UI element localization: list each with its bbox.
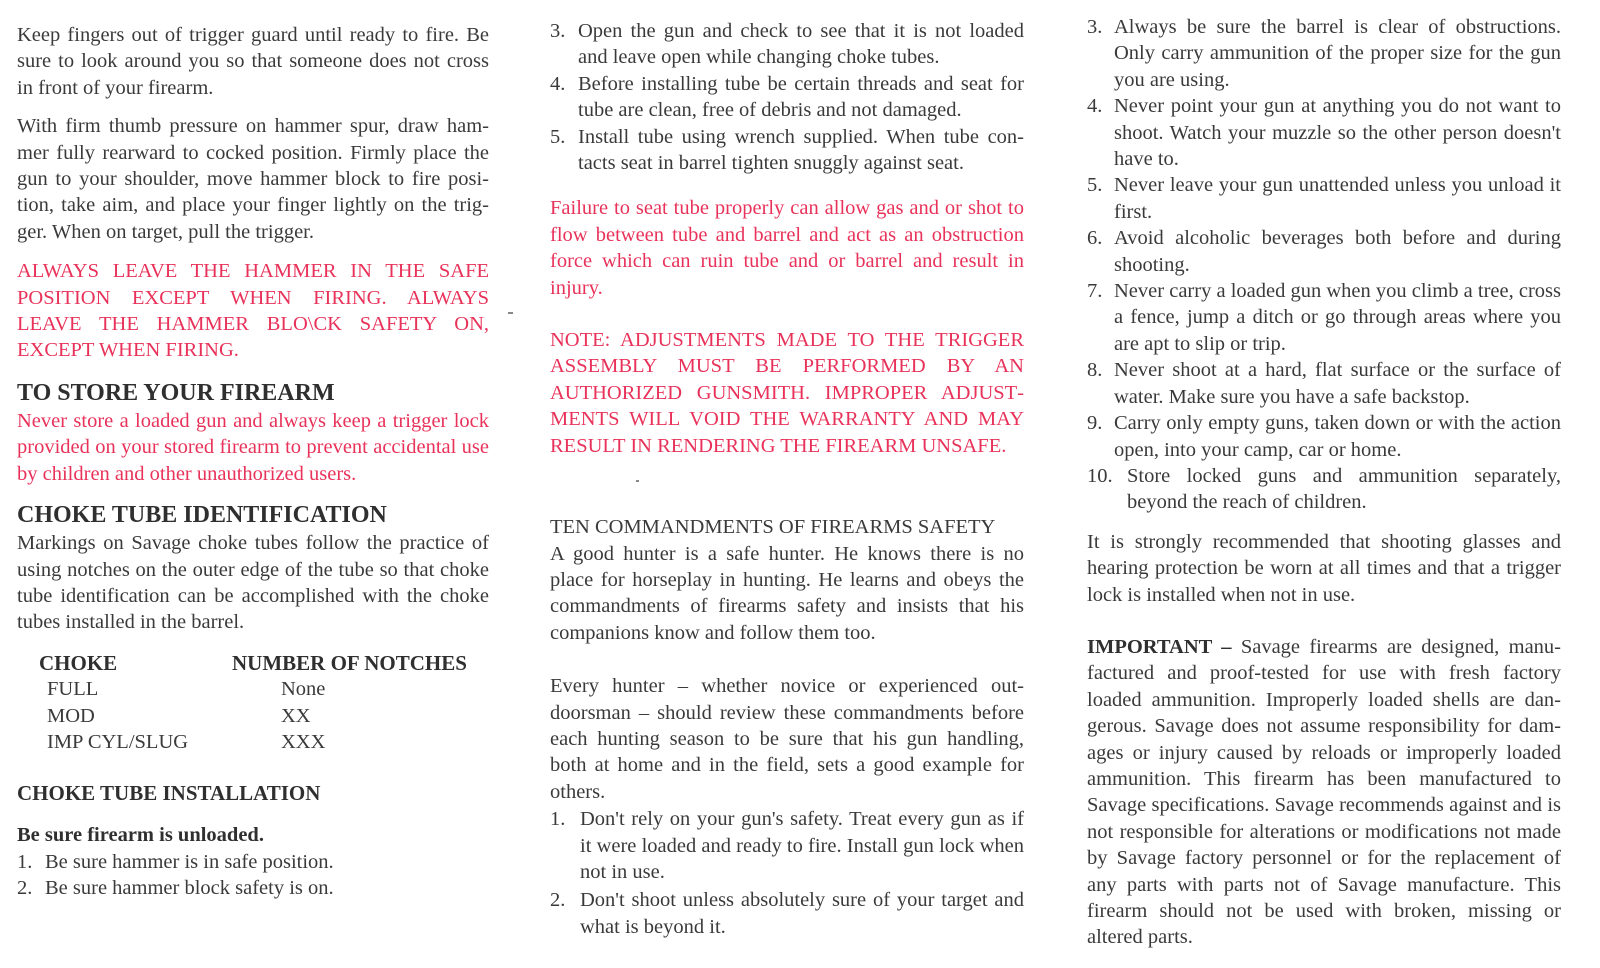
unloaded-subheading: Be sure firearm is unloaded. bbox=[17, 824, 264, 847]
column-1 bbox=[17, 0, 489, 968]
choke-tube-installation-heading: CHOKE TUBE INSTALLATION bbox=[17, 781, 321, 806]
store-firearm-text: Never store a loaded gun and always keep a trigger lock provided on your stored firearm to prevent accidental use by children and other unauthorized users. bbox=[17, 409, 489, 485]
choke-notch-table bbox=[39, 650, 467, 756]
commandments-continued-list bbox=[1087, 14, 1561, 516]
ten-commandments-heading: TEN COMMANDMENTS OF FIREARMS SAFETY bbox=[550, 516, 996, 539]
list-item-number: 5. bbox=[550, 125, 566, 148]
choke-tube-identification-text: Markings on Savage choke tubes follow the practice of using notches on the outer edge of the tube so that choke tube identification can be accomplished with the choke tubes installed in the barrel. bbox=[17, 532, 489, 634]
list-item bbox=[550, 887, 1024, 940]
table-cell-choke: MOD bbox=[47, 704, 95, 727]
choke-tube-identification-heading: CHOKE TUBE IDENTIFICATION bbox=[17, 502, 387, 529]
table-cell-choke: IMP CYL/SLUG bbox=[47, 730, 189, 753]
list-item bbox=[1087, 172, 1561, 225]
list-item bbox=[1087, 225, 1561, 278]
list-item-text: Carry only empty guns, taken down or with the action open, into your camp, car or home. bbox=[1114, 412, 1561, 461]
list-item-text: Be sure hammer block safety is on. bbox=[45, 877, 334, 900]
list-item-number: 1. bbox=[17, 850, 33, 873]
list-item-text: Open the gun and check to see that it is not loaded and leave open while changing choke tubes. bbox=[578, 20, 1024, 69]
list-item-number: 7. bbox=[1087, 280, 1103, 303]
list-item-text: Don't rely on your gun's safety. Treat every gun as if it were loaded and ready to fire. Install gun lock when not in use. bbox=[580, 808, 1024, 883]
list-item-text: Install tube using wrench supplied. When tube contacts seat in barrel tighten snuggly against seat. bbox=[578, 125, 1024, 175]
list-item-number: 4. bbox=[550, 72, 566, 95]
table-header-notches: NUMBER OF NOTCHES bbox=[232, 650, 467, 675]
installation-steps-continued-list bbox=[550, 18, 1024, 176]
table-row bbox=[39, 703, 467, 729]
failure-warning: Failure to seat tube properly can allow gas and or shot to flow between tube and barrel and act as an obstruction force which can ruin tube and or barrel and result in injury. bbox=[550, 197, 1024, 299]
list-item-number: 5. bbox=[1087, 174, 1103, 197]
list-item-number: 10. bbox=[1087, 464, 1113, 487]
list-item-text: Never point your gun at anything you do not want to shoot. Watch your muzzle so the other person doesn't have to. bbox=[1114, 95, 1561, 171]
list-item-text: Never leave your gun unattended unless you unload it first. bbox=[1114, 174, 1561, 223]
list-item bbox=[1087, 357, 1561, 410]
table-cell-notches: XXX bbox=[281, 730, 326, 753]
list-item bbox=[17, 849, 489, 875]
important-paragraph bbox=[1087, 634, 1561, 951]
list-item bbox=[1087, 463, 1561, 516]
trigger-adjustment-note: NOTE: ADJUSTMENTS MADE TO THE TRIGGER ASSEMBLY MUST BE PERFORMED BY AN AUTHORIZED GUNSMITH. IMPROPER ADJUSTMENTS WILL VOID THE WARRANTY AND MAY RESULT IN RENDERING THE FIREARM UNSAFE. bbox=[550, 329, 1024, 457]
list-item-number: 1. bbox=[550, 808, 566, 831]
list-item-number: 4. bbox=[1087, 95, 1103, 118]
list-item-text: Before installing tube be certain threads and seat for tube are clean, free of debris and not damaged. bbox=[578, 72, 1024, 122]
commandments-list bbox=[550, 806, 1024, 940]
every-hunter-paragraph: Every hunter – whether novice or experienced outdoorsman – should review these commandments before each hunting season to be sure that his gun handling, both at home and in the field, sets a good example for others. bbox=[550, 675, 1024, 803]
store-firearm-heading: TO STORE YOUR FIREARM bbox=[17, 379, 335, 406]
scan-speck bbox=[508, 312, 513, 314]
list-item-text: Always be sure the barrel is clear of obstructions. Only carry ammunition of the proper size for the gun you are using. bbox=[1114, 16, 1561, 91]
shooting-glasses-paragraph: It is strongly recommended that shooting glasses and hearing protection be worn at all times and that a trigger lock is installed when not in use. bbox=[1087, 530, 1561, 606]
list-item bbox=[550, 71, 1024, 124]
list-item-number: 6. bbox=[1087, 227, 1103, 250]
list-item-number: 2. bbox=[550, 889, 566, 912]
cocking-paragraph: With firm thumb pressure on hammer spur, draw hammer fully rearward to cocked position. Firmly place the gun to your shoulder, move hammer block to fire position, take aim, and place your finger lightly on the trigger. When on target, pull the trigger. bbox=[17, 115, 489, 243]
table-cell-notches: None bbox=[281, 678, 326, 701]
table-row bbox=[39, 676, 467, 702]
list-item-number: 9. bbox=[1087, 412, 1103, 435]
scan-speck bbox=[636, 480, 639, 482]
table-cell-choke: FULL bbox=[47, 678, 99, 701]
table-header-row bbox=[39, 650, 467, 676]
list-item bbox=[1087, 14, 1561, 93]
list-item bbox=[550, 124, 1024, 177]
column-2 bbox=[550, 0, 1024, 968]
important-label: IMPORTANT – bbox=[1087, 635, 1232, 658]
list-item-text: Never shoot at a hard, flat surface or the surface of water. Make sure you have a safe backstop. bbox=[1114, 359, 1561, 408]
important-text: Savage firearms are designed, manufactured and proof-tested for use with fresh factory loaded ammunition. Improperly loaded shells are dangerous. Savage does not assume responsibility for damages or injury caused by reloads or improperly loaded ammunition. This firearm has been manufactured to Savage specifications. Savage recommends against and is not responsible for alterations or modifications not made by Savage factory personnel or for the replacement of any parts with parts not of Savage manufacture. This firearm should not be used with broken, missing or altered parts. bbox=[1087, 635, 1561, 949]
list-item-number: 3. bbox=[1087, 16, 1103, 38]
list-item-number: 3. bbox=[550, 20, 566, 42]
list-item bbox=[1087, 278, 1561, 357]
list-item-text: Store locked guns and ammunition separately, beyond the reach of children. bbox=[1127, 464, 1561, 514]
list-item-text: Never carry a loaded gun when you climb a tree, cross a fence, jump a ditch or go through areas where you are apt to slip or trip. bbox=[1114, 280, 1561, 355]
table-row bbox=[39, 729, 467, 755]
list-item-number: 8. bbox=[1087, 359, 1103, 382]
table-header-choke: CHOKE bbox=[39, 650, 118, 675]
list-item bbox=[550, 18, 1024, 71]
list-item-text: Don't shoot unless absolutely sure of your target and what is beyond it. bbox=[580, 889, 1024, 938]
installation-steps-list bbox=[17, 849, 489, 902]
ten-commandments-intro: A good hunter is a safe hunter. He knows there is no place for horseplay in hunting. He learns and obeys the commandments of firearms safety and insists that his companions know and follow them too. bbox=[550, 542, 1024, 644]
table-cell-notches: XX bbox=[281, 704, 311, 727]
trigger-guard-paragraph: Keep fingers out of trigger guard until ready to fire. Be sure to look around you so that someone does not cross in front of your firearm. bbox=[17, 24, 489, 99]
list-item-text: Be sure hammer is in safe position. bbox=[45, 850, 334, 873]
column-3 bbox=[1087, 0, 1561, 968]
list-item bbox=[550, 806, 1024, 885]
list-item-number: 2. bbox=[17, 877, 33, 900]
list-item bbox=[17, 875, 489, 901]
list-item bbox=[1087, 410, 1561, 463]
hammer-safety-warning: ALWAYS LEAVE THE HAMMER IN THE SAFE POSITION EXCEPT WHEN FIRING. ALWAYS LEAVE THE HAMMER BLO\CK SAFETY ON, EXCEPT WHEN FIRING. bbox=[17, 260, 489, 362]
list-item-text: Avoid alcoholic beverages both before and during shooting. bbox=[1114, 227, 1561, 276]
list-item bbox=[1087, 93, 1561, 172]
